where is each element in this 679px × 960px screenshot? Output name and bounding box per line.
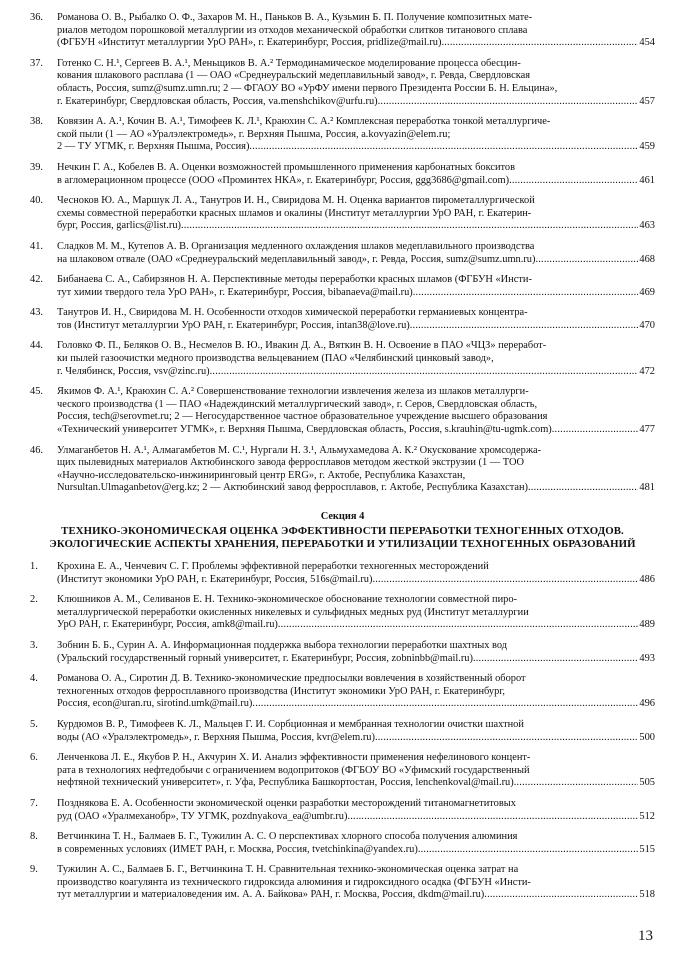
entry-page-number: 469: [639, 286, 655, 298]
toc-entry: [30, 594, 655, 632]
dot-leader: [473, 653, 638, 666]
entry-text-line: Якимов Ф. А.¹, Краюхин С. А.² Совершенствование технологии извлечения железа из шлаков металлурги-: [57, 386, 529, 398]
toc-entry: [30, 831, 655, 856]
dot-leader: [552, 424, 639, 437]
entry-page-number: 486: [639, 573, 655, 585]
dot-leader: [413, 287, 639, 300]
dot-leader: [509, 175, 638, 188]
entry-final-line: [57, 698, 655, 711]
entry-text-line: нефтяной технический университет», г. Уфа, Республика Башкортостан, Россия, lenchenkoval@mail.ru): [57, 777, 514, 789]
entry-page-number: 500: [639, 731, 655, 743]
entry-final-line: [57, 844, 655, 857]
entry-number: 46.: [30, 444, 43, 456]
entry-page-number: 459: [639, 141, 655, 153]
entry-text-line: воды (АО «Уралэлектромедь», г. Верхняя Пышма, Россия, kvr@elem.ru): [57, 731, 375, 743]
page-number: 13: [638, 928, 653, 944]
entry-page-number: 518: [639, 889, 655, 901]
entry-text-line: «Технический университет УГМК», г. Верхняя Пышма, Свердловская область, Россия, s.krauhin@tu-ugmk.com): [57, 424, 552, 436]
entry-final-line: [57, 732, 655, 745]
section-4-header: [30, 511, 655, 551]
entry-final-line: [57, 220, 655, 233]
entry-text-line: руд (ОАО «Уралмеханобр», ТУ УГМК, pozdnyakova_ea@umbr.ru): [57, 810, 348, 822]
entry-text-line: Крохина Е. А., Ченчевич С. Г. Проблемы эффективной переработки техногенных месторождений: [57, 561, 489, 572]
entry-page-number: 463: [639, 220, 655, 232]
dot-leader: [514, 777, 639, 790]
entry-number: 4.: [30, 673, 38, 685]
entry-page-number: 496: [639, 698, 655, 710]
toc-entry: [30, 162, 655, 187]
toc-entry: [30, 195, 655, 233]
entry-text-line: Романова О. В., Рыбалко О. Ф., Захаров М. Н., Паньков В. А., Кузьмин Б. П. Получение композитных мате-: [57, 12, 533, 23]
entry-text-line: Чесноков Ю. А., Маршук Л. А., Танутров И. Н., Свиридова М. Н. Оценка вариантов пирометаллургической: [57, 195, 535, 207]
dot-leader: [252, 698, 638, 711]
entry-text-line: «Научно-исследовательско-инжиниринговый центр ERG», г. Актобе, Республика Казахстан,: [57, 469, 466, 481]
entry-number: 40.: [30, 195, 43, 207]
dot-leader: [181, 220, 638, 233]
dot-leader: [347, 811, 638, 824]
entry-text-line: (Институт экономики УрО РАН, г. Екатеринбург, Россия, 516s@mail.ru): [57, 573, 373, 585]
entry-text-line: Нечкин Г. А., Кобелев В. А. Оценки возможностей промышленного применения карбонатных бокситов: [57, 161, 516, 173]
entry-page-number: 454: [639, 37, 655, 49]
entry-number: 42.: [30, 274, 43, 286]
entry-text-line: Улмаганбетов Н. А.¹, Алмагамбетов М. С.¹, Нургали Н. З.¹, Альмухамедова А. К.² Окускование хромсодержа-: [57, 444, 542, 456]
entry-text-line: Бибанаева С. А., Сабирзянов Н. А. Перспективные методы переработки красных шламов (ФГБУН «Инсти-: [57, 274, 532, 286]
entry-text-line: (ФГБУН «Институт металлургии УрО РАН», г. Екатеринбург, Россия, pridlize@mail.ru): [57, 37, 442, 49]
entry-text-line: Романова О. А., Сиротин Д. В. Технико-экономические предпосылки вовлечения в хозяйственный оборот: [57, 673, 526, 685]
toc-entry: [30, 864, 655, 902]
entry-text-line: кования шлакового расплава (1 — ОАО «Среднеуральский медеплавильный завод», г. Ревда, Свердловская: [57, 70, 531, 82]
entry-final-line: [57, 653, 655, 666]
entry-text-line: Танутров И. Н., Свиридова М. Н. Особенности отходов химической переработки германиевых концентра-: [57, 307, 528, 319]
entry-text-line: риалов методом порошковой металлургии из отходов механической обработки слитков титанового сплава: [57, 24, 528, 36]
entry-page-number: 457: [639, 95, 655, 107]
toc-entry: [30, 673, 655, 711]
entry-text-line: область, Россия, sumz@sumz.umn.ru; 2 — ФГАОУ ВО «УрФУ имени первого Президента России Б. Н. Ельцина»,: [57, 82, 558, 94]
entry-page-number: 493: [639, 652, 655, 664]
toc-entry: [30, 12, 655, 50]
dot-leader: [210, 366, 639, 379]
entry-final-line: [57, 141, 655, 154]
entry-number: 41.: [30, 240, 43, 252]
entry-text-line: тов (Институт металлургии УрО РАН, г. Екатеринбург, Россия, intan38@love.ru): [57, 319, 410, 331]
entry-text-line: схемы совместной переработки красных шламов и окалины (Институт металлургии УрО РАН, г. Екатерин-: [57, 207, 532, 219]
toc-entry: [30, 340, 655, 378]
entry-text-line: металлургической переработки окисленных никелевых и сульфидных медных руд (Институт металлургии: [57, 606, 529, 618]
entry-text-line: Головко Ф. П., Беляков О. В., Несмелов В. Ю., Ивакин Д. А., Вяткин В. Н. Освоение в ПАО «ЧЦЗ» переработ-: [57, 340, 547, 352]
toc-entry: [30, 58, 655, 108]
entry-text-line: Россия, tech@serovmet.ru; 2 — Негосударственное частное образовательное учреждение высшего образования: [57, 411, 548, 423]
entry-final-line: [57, 320, 655, 333]
dot-leader: [528, 482, 638, 495]
entry-final-line: [57, 366, 655, 379]
entry-number: 7.: [30, 797, 38, 809]
entry-text-line: Ветчинкина Т. Н., Балмаев Б. Г., Тужилин А. С. О перспективах хлорного способа получения алюминия: [57, 831, 518, 843]
entry-page-number: 461: [639, 174, 655, 186]
dot-leader: [484, 889, 638, 902]
entry-text-line: Ленченкова Л. Е., Якубов Р. Н., Акчурин Х. И. Анализ эффективности применения нефелинового концент-: [57, 752, 531, 764]
entry-text-line: (Уральский государственный горный университет, г. Екатеринбург, Россия, zobninbb@mail.ru): [57, 652, 473, 664]
entry-text-line: в агломерационном процессе (ООО «Проминтех НКА», г. Екатеринбург, Россия, ggg3686@gmail.com): [57, 174, 510, 186]
dot-leader: [410, 320, 639, 333]
entry-final-line: [57, 254, 655, 267]
entry-text-line: Россия, econ@uran.ru, sirotind.umk@mail.ru): [57, 698, 253, 710]
dot-leader: [249, 141, 638, 154]
entry-text-line: г. Челябинск, Россия, vsv@zinc.ru): [57, 365, 210, 377]
entry-final-line: [57, 96, 655, 109]
entry-number: 37.: [30, 57, 43, 69]
entry-number: 3.: [30, 639, 38, 651]
section-3-entries: [30, 12, 655, 495]
toc-entry: [30, 561, 655, 586]
entry-page-number: 505: [639, 777, 655, 789]
entry-final-line: [57, 574, 655, 587]
entry-final-line: [57, 175, 655, 188]
entry-text-line: Ковязин А. А.¹, Кочин В. А.¹, Тимофеев К. Л.¹, Краюхин С. А.² Комплексная переработка тонкой металлургиче-: [57, 116, 551, 128]
entry-number: 45.: [30, 386, 43, 398]
entry-number: 38.: [30, 116, 43, 128]
entry-page-number: 489: [639, 619, 655, 631]
entry-text-line: Зобнин Б. Б., Сурин А. А. Информационная поддержка выбора технологии переработки шахтных вод: [57, 639, 508, 651]
dot-leader: [278, 619, 639, 632]
entry-number: 1.: [30, 561, 38, 572]
entry-number: 9.: [30, 864, 38, 876]
section-title-line-1: ТЕХНИКО-ЭКОНОМИЧЕСКАЯ ОЦЕНКА ЭФФЕКТИВНОСТИ ПЕРЕРАБОТКИ ТЕХНОГЕННЫХ ОТХОДОВ.: [61, 525, 624, 537]
entry-final-line: [57, 889, 655, 902]
toc-entry: [30, 241, 655, 266]
dot-leader: [372, 574, 638, 587]
entry-text-line: Готенко С. Н.¹, Сергеев В. А.¹, Меньщиков В. А.² Термодинамическое моделирование процесса обесцин-: [57, 57, 521, 69]
entry-number: 8.: [30, 831, 38, 843]
entry-number: 6.: [30, 752, 38, 764]
entry-number: 36.: [30, 12, 43, 23]
toc-entry: [30, 307, 655, 332]
entry-page-number: 472: [639, 365, 655, 377]
entry-text-line: ческого производства (1 — ПАО «Надеждинский металлургический завод», г. Серов, Свердловская область,: [57, 398, 538, 410]
entry-text-line: техногенных отходов ферросплавного производства (Институт экономики УрО РАН, г. Екатеринбург,: [57, 685, 506, 697]
section-4-entries: [30, 561, 655, 902]
entry-number: 5.: [30, 718, 38, 730]
entry-number: 2.: [30, 594, 38, 606]
section-label: Секция 4: [320, 511, 365, 522]
entry-text-line: г. Екатеринбург, Свердловская область, Россия, va.menshchikov@urfu.ru): [57, 95, 378, 107]
entry-text-line: рата в технологиях нефтедобычи с ограничением водопритоков (ФГБОУ ВО «Уфимский государственный: [57, 764, 530, 776]
dot-leader: [441, 37, 638, 50]
entry-final-line: [57, 619, 655, 632]
toc-entry: [30, 386, 655, 436]
entry-final-line: [57, 811, 655, 824]
entry-text-line: ки пылей газоочистки медного производства вельцеванием (ПАО «Челябинский цинковый завод»,: [57, 353, 494, 365]
entry-final-line: [57, 482, 655, 495]
entry-page-number: 515: [639, 843, 655, 855]
dot-leader: [418, 844, 639, 857]
contents-page: [30, 12, 655, 910]
entry-final-line: [57, 287, 655, 300]
entry-text-line: Клюшников А. М., Селиванов Е. Н. Технико-экономическое обоснование технологии совместной пиро-: [57, 594, 518, 606]
entry-number: 43.: [30, 307, 43, 319]
toc-entry: [30, 445, 655, 495]
entry-text-line: 2 — ТУ УГМК, г. Верхняя Пышма, Россия): [57, 141, 250, 153]
section-title-line-2: ЭКОЛОГИЧЕСКИЕ АСПЕКТЫ ХРАНЕНИЯ, ПЕРЕРАБОТКИ И УТИЛИЗАЦИИ ТЕХНОГЕННЫХ ОБРАЗОВАНИЙ: [49, 538, 636, 550]
entry-text-line: Тужилин А. С., Балмаев Б. Г., Ветчинкина Т. Н. Сравнительная технико-экономическая оценка затрат на: [57, 864, 519, 876]
entry-page-number: 468: [639, 253, 655, 265]
toc-entry: [30, 116, 655, 154]
dot-leader: [375, 732, 638, 745]
entry-text-line: щих пылевидных материалов Актюбинского завода ферросплавов методом жесткой экструзии (1 — ТОО: [57, 457, 524, 469]
entry-text-line: в современных условиях (ИМЕТ РАН, г. Москва, Россия, tvetchinkina@yandex.ru): [57, 843, 418, 855]
entry-page-number: 512: [639, 810, 655, 822]
toc-entry: [30, 798, 655, 823]
entry-final-line: [57, 37, 655, 50]
toc-entry: [30, 640, 655, 665]
entry-number: 44.: [30, 340, 43, 352]
entry-text-line: УрО РАН, г. Екатеринбург, Россия, amk8@mail.ru): [57, 619, 278, 631]
entry-text-line: ской пыли (1 — АО «Уралэлектромедь», г. Верхняя Пышма, Россия, a.kovyazin@elem.ru;: [57, 128, 451, 140]
dot-leader: [535, 254, 638, 267]
toc-entry: [30, 719, 655, 744]
entry-text-line: Nursultan.Ulmaganbetov@erg.kz; 2 — Актюбинский завод ферросплавов, г. Актобе, Республика Казахстан): [57, 482, 528, 494]
entry-number: 39.: [30, 161, 43, 173]
entry-text-line: Сладков М. М., Кутепов А. В. Организация медленного охлаждения шлаков медеплавильного производства: [57, 240, 535, 252]
entry-text-line: бург, Россия, garlics@list.ru): [57, 220, 181, 232]
entry-page-number: 481: [639, 482, 655, 494]
entry-page-number: 477: [639, 424, 655, 436]
entry-page-number: 470: [639, 319, 655, 331]
entry-final-line: [57, 777, 655, 790]
toc-entry: [30, 752, 655, 790]
toc-entry: [30, 274, 655, 299]
entry-text-line: на шлаковом отвале (ОАО «Среднеуральский медеплавильный завод», г. Ревда, Россия, sumz@sumz.umn.ru): [57, 253, 536, 265]
entry-text-line: тут металлургии и материаловедения им. А. А. Байкова» РАН, г. Москва, Россия, dkdm@mail.ru): [57, 889, 485, 901]
entry-text-line: тут химии твердого тела УрО РАН», г. Екатеринбург, Россия, bibanaeva@mail.ru): [57, 286, 413, 298]
entry-text-line: Курдюмов В. Р., Тимофеев К. Л., Мальцев Г. И. Сорбционная и мембранная технологии очистки шахтной: [57, 718, 524, 730]
entry-text-line: производство коагулянта из технического гидроксида алюминия и гидроксидного осадка (ФГБУН «Инсти-: [57, 876, 531, 888]
entry-text-line: Позднякова Е. А. Особенности экономической оценки разработки месторождений титаномагнетитовых: [57, 797, 516, 809]
dot-leader: [378, 96, 639, 109]
entry-final-line: [57, 424, 655, 437]
